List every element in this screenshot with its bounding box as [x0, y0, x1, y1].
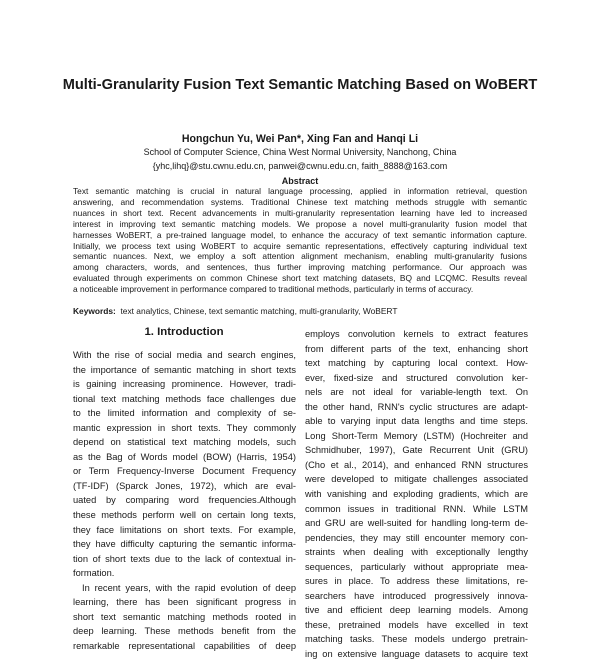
text-line: these methods perform well on certain long texts,: [73, 510, 296, 521]
text-line: text matching by capturing local context. How-: [305, 358, 528, 369]
text-line: they have difficulty capturing the semantic informa-: [73, 539, 296, 550]
text-line: tive and efficient deep learning models. Among: [305, 605, 528, 616]
text-line: semantic nuances. Next, we employ a soft attention alignment mechanism, enabling multi-granularity fusions: [73, 251, 527, 262]
text-line: tion of short texts due to the lack of contextual in-: [73, 553, 296, 564]
text-line: able to varying input data lengths and time steps.: [305, 416, 528, 427]
text-line: employs convolution kernels to extract features: [305, 329, 528, 339]
keywords-label: Keywords:: [73, 306, 116, 316]
text-line: matching tasks. These models undergo pretrain-: [305, 634, 528, 645]
text-line: and GRU are well-suited for handling long-term de-: [305, 518, 528, 529]
text-line: (Cho et al., 2014), and enhanced RNN structures: [305, 459, 528, 470]
abstract-body: [73, 186, 527, 295]
text-line: the importance of semantic matching in short texts: [73, 364, 296, 375]
text-line: tional text matching methods face challenges due: [73, 393, 296, 404]
text-line: Initially, we process text using WoBERT to acquire semantic representations, effectively capturing individual text: [73, 240, 527, 251]
text-line: evaluated through experiments on common Chinese short text matching datasets, BQ and LCQMC. Results reveal: [73, 273, 527, 284]
left-column-text: [73, 348, 296, 653]
text-line: Text semantic matching is crucial in natural language processing, applied in information retrieval, question: [73, 186, 527, 196]
text-line: pendencies, they may still encounter memory con-: [305, 532, 528, 543]
text-line: Long Short-Term Memory (LSTM) (Hochreiter and: [305, 430, 528, 441]
keywords: [73, 306, 397, 316]
text-line: with vanishing and exploding gradients, which are: [305, 489, 528, 500]
paper-title: Multi-Granularity Fusion Text Semantic Matching Based on WoBERT: [62, 77, 538, 93]
text-line: or Term Frequency-Inverse Document Frequency: [73, 466, 296, 477]
text-line: sequences, particularly without appropriate mea-: [305, 561, 528, 572]
text-line: (TF-IDF) (Sparck Jones, 1972), which are eval-: [73, 480, 296, 491]
authors: Hongchun Yu, Wei Pan*, Xing Fan and Hanqi Li: [181, 133, 419, 145]
text-line: interest in improving text semantic matching models. We propose a novel multi-granularity fusion model that: [73, 218, 527, 229]
text-line: depend on statistical text matching models, such: [73, 437, 296, 448]
text-line: Schmidhuber, 1997), Gate Recurrent Unit (GRU): [305, 445, 528, 456]
text-line: deep learning. These methods benefit from the: [73, 626, 296, 637]
text-line: harnesses WoBERT, a pre-trained language model, to enhance the accuracy of text semantic information capture.: [73, 229, 527, 240]
text-line: answering, and recommendation systems. Traditional Chinese text matching methods struggle with semantic: [73, 196, 527, 207]
text-line: short text semantic matching methods rooted in: [73, 611, 296, 622]
text-line: among characters, words, and sentences, thus further improving matching performance. Our approach was: [73, 262, 527, 273]
text-line: common issues in traditional RNN. While LSTM: [305, 503, 528, 514]
text-line: straints when dealing with exceptionally lengthy: [305, 547, 528, 558]
text-line: sures in place. To address these limitations, re-: [305, 576, 528, 587]
text-line: searchers have introduced progressively innova-: [305, 590, 528, 601]
text-line: mantic expression in short texts. They commonly: [73, 422, 296, 433]
right-column-text: [305, 327, 528, 662]
text-line: In recent years, with the rapid evolution of deep: [82, 582, 296, 593]
text-line: formation.: [73, 568, 115, 579]
section-heading-introduction: 1. Introduction: [144, 326, 224, 338]
abstract-heading: Abstract: [281, 176, 319, 186]
text-line: remarkable representational capabilities of deep: [73, 640, 296, 651]
emails: {yhc,lihq}@stu.cwnu.edu.cn, panwei@cwnu.edu.cn, faith_8888@163.com: [152, 161, 448, 171]
text-line: were developed to mitigate challenges associated: [305, 474, 528, 485]
keywords-text: text analytics, Chinese, text semantic matching, multi-granularity, WoBERT: [120, 306, 398, 316]
text-line: uated by comparing word frequencies.Although: [73, 495, 296, 506]
text-line: from different parts of the text, enhancing short: [305, 343, 528, 354]
text-line: ing on extensive language datasets to acquire text: [305, 649, 528, 660]
text-line: the other hand, RNN's cyclic structures are adapt-: [305, 401, 528, 412]
text-line: to the limited information and complexity of se-: [73, 408, 296, 419]
text-line: these, pretrained models have excelled in text: [305, 619, 528, 630]
text-line: With the rise of social media and search engines,: [73, 350, 296, 360]
text-line: nuances in short text. Recent advancements in multi-granularity representation learning have led to increased: [73, 207, 527, 218]
text-line: is gaining increasing prominence. However, tradi-: [73, 379, 296, 390]
text-line: they face limitations on short texts. For example,: [73, 524, 296, 535]
text-line: ever, fixed-size and structured convolution ker-: [305, 372, 528, 383]
affiliation: School of Computer Science, China West Normal University, Nanchong, China: [143, 147, 457, 157]
text-line: learning, there has been significant progress in: [73, 597, 296, 608]
text-line: as the Bag of Words model (BOW) (Harris, 1954): [73, 451, 296, 462]
text-line: nels are not ideal for variable-length text. On: [305, 387, 528, 398]
text-line: a noticeable improvement in performance compared to traditional methods, particularly in terms of accuracy.: [73, 284, 474, 295]
